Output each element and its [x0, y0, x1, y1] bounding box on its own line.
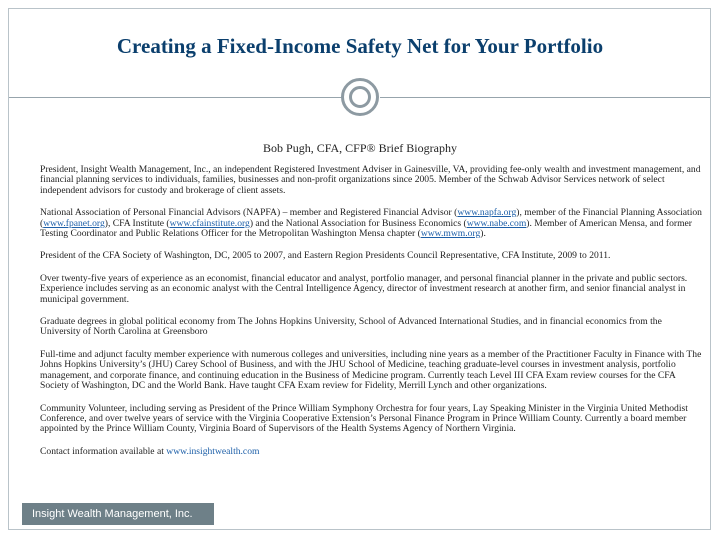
bullet-text: Full-time and adjunct faculty member experience with numerous colleges and universities, including nine years as a member of the Practitioner Faculty in Finance with The Johns Hopkins University’s (JHU) Carey School of Business, and with the JHU School of Medicine, teaching graduate-level courses in investment analysis, portfolio management, and corporate finance, and continuing education in the Business of Medicine program. Currently teach Level III CFA Exam review courses for the CFA Society of Washington, DC and the World Bank. Have taught CFA Exam review for Fidelity, Merrill Lynch and other organizations. [40, 348, 702, 392]
bullet-text: National Association of Personal Financial Advisors (NAPFA) – member and Registered Financial Advisor ( [40, 207, 458, 219]
bullet-text: Community Volunteer, including serving as President of the Prince William Symphony Orchestra for four years, Lay Speaking Minister in the Virginia United Methodist Conference, and over twelve years of service with the Virginia Cooperative Extension’s Personal Finance Program in Prince William County. Currently a board member appointed by the Prince William County, Virginia Board of Supervisors of the Health Systems Agency of Northern Virginia. [40, 402, 688, 435]
bullet-item [22, 165, 702, 196]
link-napfa[interactable]: www.napfa.org [457, 207, 517, 219]
bullet-text: Contact information available at [40, 445, 167, 457]
bullet-item [22, 274, 702, 305]
bullet-text: ), member of the Financial Planning Association ( [40, 207, 702, 229]
link-nabe[interactable]: www.nabe.com [466, 217, 527, 229]
bullet-item-contact [22, 447, 702, 457]
bullet-item [22, 404, 702, 435]
slide-subtitle: Bob Pugh, CFA, CFP® Brief Biography [263, 141, 457, 155]
bullet-item [22, 317, 702, 338]
slide-title: Creating a Fixed-Income Safety Net for Your Portfolio [116, 34, 604, 58]
link-cfainstitute[interactable]: www.cfainstitute.org [169, 217, 250, 229]
bullet-text: Graduate degrees in global political economy from The Johns Hopkins University, School of Advanced International Studies, and in financial economics from the University of North Carolina at Greensboro [40, 316, 662, 338]
bullet-item [22, 251, 702, 261]
bullet-text: President, Insight Wealth Management, Inc., an independent Registered Investment Adviser in Gainesville, VA, providing fee-only wealth and investment management, and financial planning services to individuals, families, businesses and non-profit organizations since 2005. Member of the Schwab Advisor Services network of select independent advisors for custody and brokerage of client assets. [40, 164, 701, 196]
footer-company-name: Insight Wealth Management, Inc. [22, 503, 214, 525]
title-divider-right [380, 97, 710, 98]
bullet-text: ). [480, 228, 486, 240]
biography-bullets [22, 165, 702, 457]
bullet-text: Over twenty-five years of experience as an economist, financial educator and analyst, portfolio manager, and personal financial planner in the private and public sectors. Experience includes serving as an economic analyst with the Central Intelligence Agency, director of investment research at another firm, and senior financial analyst in municipal government. [40, 272, 688, 305]
bullet-item [22, 208, 702, 239]
bullet-text: ) and the National Association for Business Economics ( [249, 217, 467, 229]
bullet-item [22, 350, 702, 392]
title-divider-left [9, 97, 342, 98]
bullet-text: ), CFA Institute ( [104, 217, 170, 229]
link-fpanet[interactable]: www.fpanet.org [43, 217, 105, 229]
bullet-text: President of the CFA Society of Washington, DC, 2005 to 2007, and Eastern Region Presidents Council Representative, CFA Institute, 2009 to 2011. [40, 250, 611, 262]
link-mwm[interactable]: www.mwm.org [420, 228, 481, 240]
bullet-text: ). Member of American Mensa, and former Testing Coordinator and Public Relations Officer for the Metropolitan Washington Mensa chapter ( [40, 217, 692, 240]
link-insightwealth[interactable]: www.insightwealth.com [166, 445, 260, 457]
divider-ring-ornament [341, 78, 379, 116]
